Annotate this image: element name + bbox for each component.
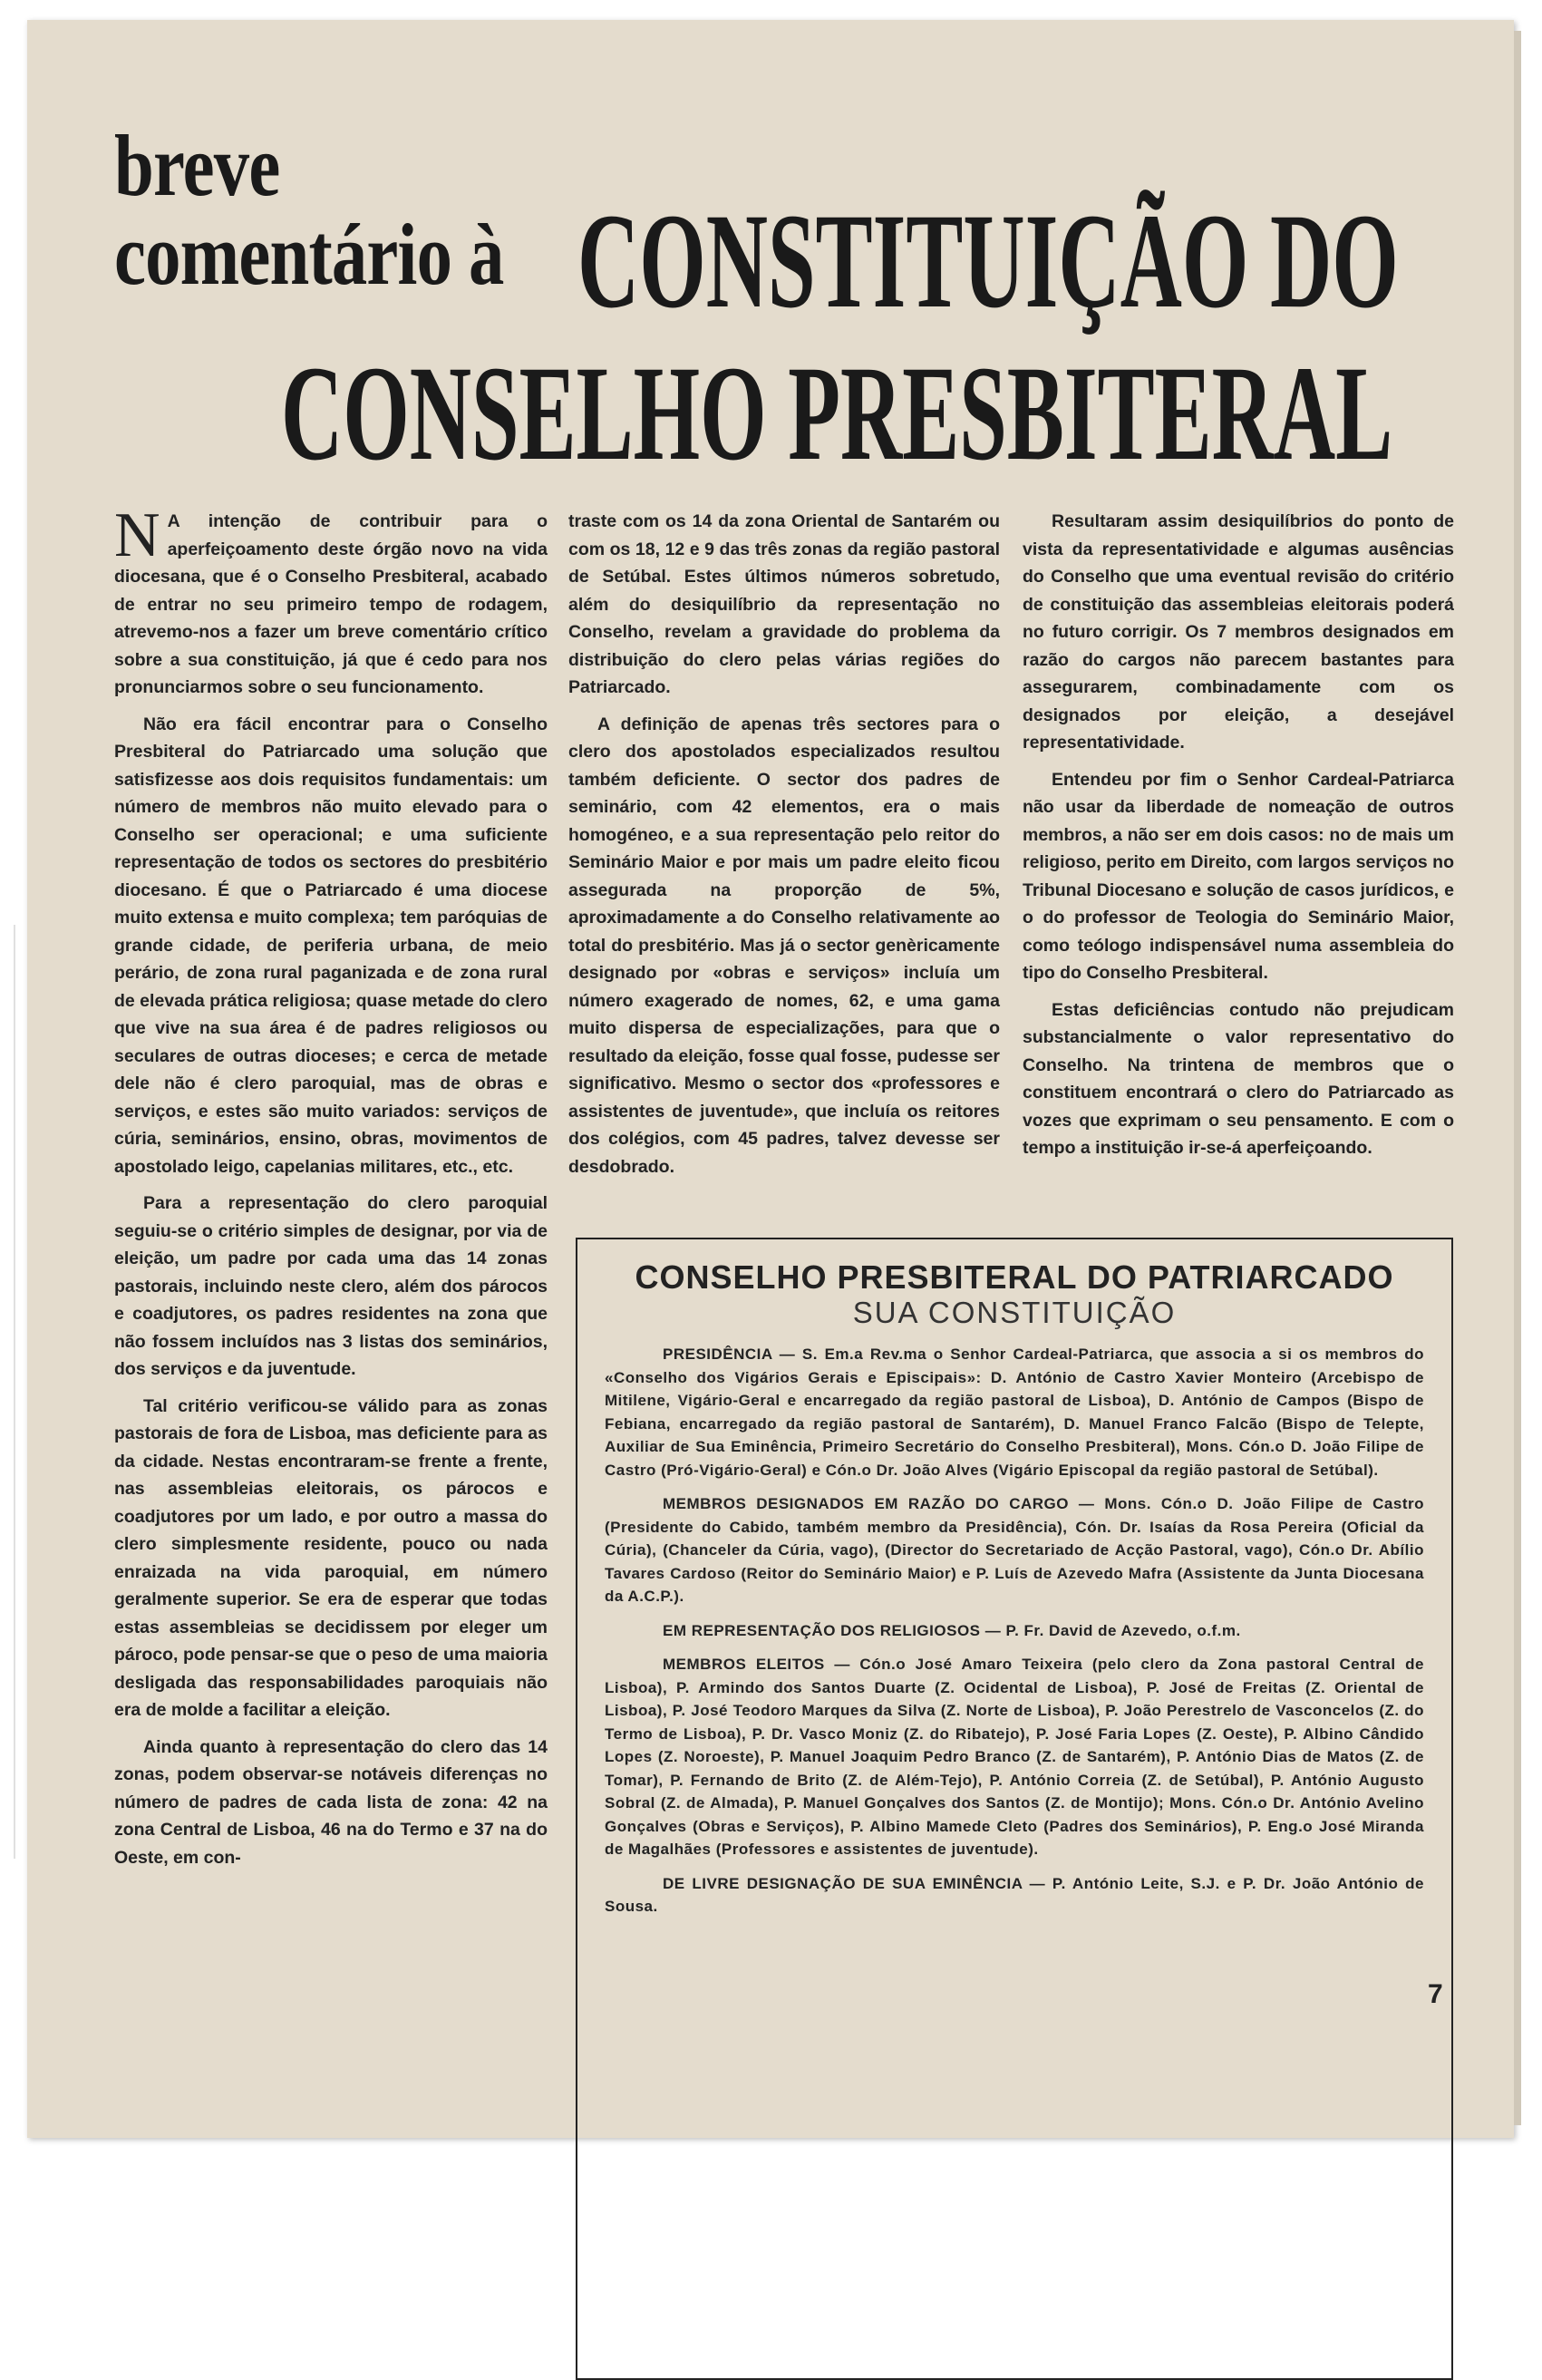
article-paragraph: Tal critério verificou-se válido para as zonas pastorais de fora de Lisboa, mas deficiente para as da cidade. Nestas encontraram-se frente a frente, nas assembleias eleitorais, os párocos e coadjutores por um lado, e por outro a massa do clero simplesmente residente, pouco ou nada enraizada na vida paroquial, em número geralmente superior. Se era de esperar que todas estas assembleias se decidissem por eleger um pároco, pode pensar-se que o peso de uma maioria desligada das responsabilidades paroquiais não era de molde a facilitar a eleição.: [114, 1395, 548, 1720]
title-comentario: comentário à: [114, 206, 504, 303]
article-paragraph: Para a representação do clero paroquial seguiu-se o critério simples de designar, por via de eleição, um padre por cada uma das 14 zonas pastorais, incluindo neste clero, além dos párocos e coadjutores, os padres residentes na zona que não fossem incluídos nas 3 listas dos seminários, dos serviços e da juventude.: [114, 1193, 548, 1379]
constitution-box: [576, 1238, 1453, 2380]
box-paragraph-membros-designados: MEMBROS DESIGNADOS EM RAZÃO DO CARGO — Mons. Cón.o D. João Filipe de Castro (Presidente do Cabido, também membro da Presidência), Cón. Dr. Isaías da Rosa Pereira (Oficial da Cúria), (Chanceler da Cúria, vago), (Director do Secretariado de Acção Pastoral, vago), Cón.o Dr. Abílio Tavares Cardoso (Reitor do Seminário Maior) e P. Luís de Azevedo Mafra (Assistente da Junta Diocesana da A.C.P.).: [605, 1495, 1424, 1605]
page-number: 7: [1428, 1979, 1443, 2009]
article-column-1: [114, 500, 548, 1880]
page-edge: [1514, 31, 1521, 2125]
article-column-2: [568, 508, 1000, 1190]
article-paragraph: Ainda quanto à representação do clero das 14 zonas, podem observar-se notáveis diferenças no número de padres de cada lista de zona: 42 na zona Central de Lisboa, 46 na do Termo e 37 na do Oeste, em con-: [114, 1736, 548, 1868]
title-conselho-presbiteral: CONSELHO PRESBITERAL: [281, 338, 1393, 489]
article-paragraph: traste com os 14 da zona Oriental de Santarém ou com os 18, 12 e 9 das três zonas da região pastoral de Setúbal. Estes últimos números sobretudo, além do desiquilíbrio da representação no Conselho, revelam a gravidade do problema da distribuição do clero pelas várias regiões do Patriarcado.: [568, 511, 1000, 697]
article-paragraph: Não era fácil encontrar para o Conselho Presbiteral do Patriarcado uma solução que satisfizesse aos dois requisitos fundamentais: um número de membros não muito elevado para o Conselho ser operacional; e uma suficiente representação de todos os sectores do presbitério diocesano. É que o Patriarcado é uma diocese muito extensa e muito complexa; tem paróquias de grande cidade, de periferia urbana, de meio perário, de zona rural paganizada e de zona rural de elevada prática religiosa; quase metade do clero que vive na sua área é de padres religiosos ou seculares de outras dioceses; e cerca de metade dele não é clero paroquial, mas de obras e serviços, e estes são muito variados: serviços de cúria, seminários, ensino, obras, movimentos de apostolado leigo, capelanias militares, etc., etc.: [114, 714, 548, 1177]
article-column-3: [1023, 508, 1454, 1171]
title-breve: breve: [114, 117, 280, 214]
drop-cap: N: [114, 500, 160, 570]
box-title: CONSELHO PRESBITERAL DO PATRIARCADO: [635, 1258, 1394, 1296]
box-paragraph-membros-eleitos: MEMBROS ELEITOS — Cón.o José Amaro Teixeira (pelo clero da Zona pastoral Central de Lisboa), P. Armindo dos Santos Duarte (Z. Ocidental de Lisboa), P. José de Freitas (Z. Oriental de Lisboa), P. José Teodoro Marques da Silva (Z. Norte de Lisboa), P. João Perestrelo de Vasconcelos (Z. do Termo de Lisboa), P. Dr. Vasco Moniz (Z. do Ribatejo), P. José Faria Lopes (Z. Oeste), P. Albino Cândido Lopes (Z. Noroeste), P. Manuel Joaquim Pedro Branco (Z. de Santarém), P. António Dias de Matos (Z. de Tomar), P. Fernando de Brito (Z. de Além-Tejo), P. António Correia (Z. de Setúbal), P. António Augusto Sobral (Z. de Almada), P. Manuel Gonçalves dos Santos (Z. de Montijo); Mons. Cón.o Dr. António Avelino Gonçalves (Obras e Serviços), P. Albino Mamede Cleto (Padres dos Seminários), P. Eng.o José Miranda de Magalhães (Professores e assistentes de juventude).: [605, 1656, 1424, 1858]
box-paragraph-livre-designacao: DE LIVRE DESIGNAÇÃO DE SUA EMINÊNCIA — P. António Leite, S.J. e P. Dr. João António de Sousa.: [605, 1874, 1424, 1915]
fold-crease: [14, 925, 15, 1859]
article-paragraph: Resultaram assim desiquilíbrios do ponto de vista da representatividade e algumas ausências do Conselho que uma eventual revisão do critério de constituição das assembleias eleitorais poderá no futuro corrigir. Os 7 membros designados em razão do cargos não parecem bastantes para assegurarem, combinadamente com os designados por eleição, a desejável representatividade.: [1023, 511, 1454, 753]
box-paragraph-presidencia: PRESIDÊNCIA — S. Em.a Rev.ma o Senhor Cardeal-Patriarca, que associa a si os membros do «Conselho dos Vigários Gerais e Episcipais»: D. António de Castro Xavier Monteiro (Arcebispo de Mitilene, Vigário-Geral e encarregado da região pastoral de Lisboa), D. António de Campos (Bispo de Febiana, encarregado da região pastoral de Santarém), D. Manuel Franco Falcão (Bispo de Telepte, Auxiliar de Sua Eminência, Primeiro Secretário do Conselho Presbiteral), Mons. Cón.o D. João Filipe de Castro (Pró-Vigário-Geral) e Cón.o Dr. João Alves (Vigário Episcopal da região pastoral de Setúbal).: [605, 1345, 1424, 1479]
article-paragraph: Estas deficiências contudo não prejudicam substancialmente o valor representativo do Conselho. Na trintena de membros que o constituem encontrará o clero do Patriarcado as vozes que exprimam o seu pensamento. E com o tempo a instituição ir-se-á aperfeiçoando.: [1023, 999, 1454, 1158]
box-paragraph-religiosos: EM REPRESENTAÇÃO DOS RELIGIOSOS — P. Fr. David de Azevedo, o.f.m.: [663, 1621, 1241, 1639]
title-constituicao: CONSTITUIÇÃO DO: [577, 186, 1399, 336]
article-paragraph: A definição de apenas três sectores para o clero dos apostolados especializados resultou também deficiente. O sector dos padres de seminário, com 42 elementos, era o mais homogéneo, e a sua representação pelo reitor do Seminário Maior e por mais um padre eleito ficou assegurada na proporção de 5%, aproximadamente a do Conselho relativamente ao total do presbitério. Mas já o sector genèricamente designado por «obras e serviços» incluía um número exagerado de nomes, 62, e uma gama muito dispersa de especializações, para que o resultado da eleição, fosse qual fosse, pudesse ser significativo. Mesmo o sector dos «professores e assistentes de juventude», que incluía os reitores dos colégios, com 45 padres, talvez devesse ser desdobrado.: [568, 714, 1000, 1177]
article-paragraph: N A intenção de contribuir para o aperfeiçoamento deste órgão novo na vida diocesana, que é o Conselho Presbiteral, acabado de entrar no seu primeiro tempo de rodagem, atrevemo-nos a fazer um breve comentário crítico sobre a sua constituição, já que é cedo para nos pronunciarmos sobre o seu funcionamento.: [114, 500, 548, 697]
article-paragraph: Entendeu por fim o Senhor Cardeal-Patriarca não usar da liberdade de nomeação de outros membros, a não ser em dois casos: no de mais um religioso, perito em Direito, com largos serviços no Tribunal Diocesano e solução de casos jurídicos, e o do professor de Teologia do Seminário Maior, como teólogo indispensável numa assembleia do tipo do Conselho Presbiteral.: [1023, 769, 1454, 983]
box-subtitle: SUA CONSTITUIÇÃO: [852, 1296, 1177, 1329]
